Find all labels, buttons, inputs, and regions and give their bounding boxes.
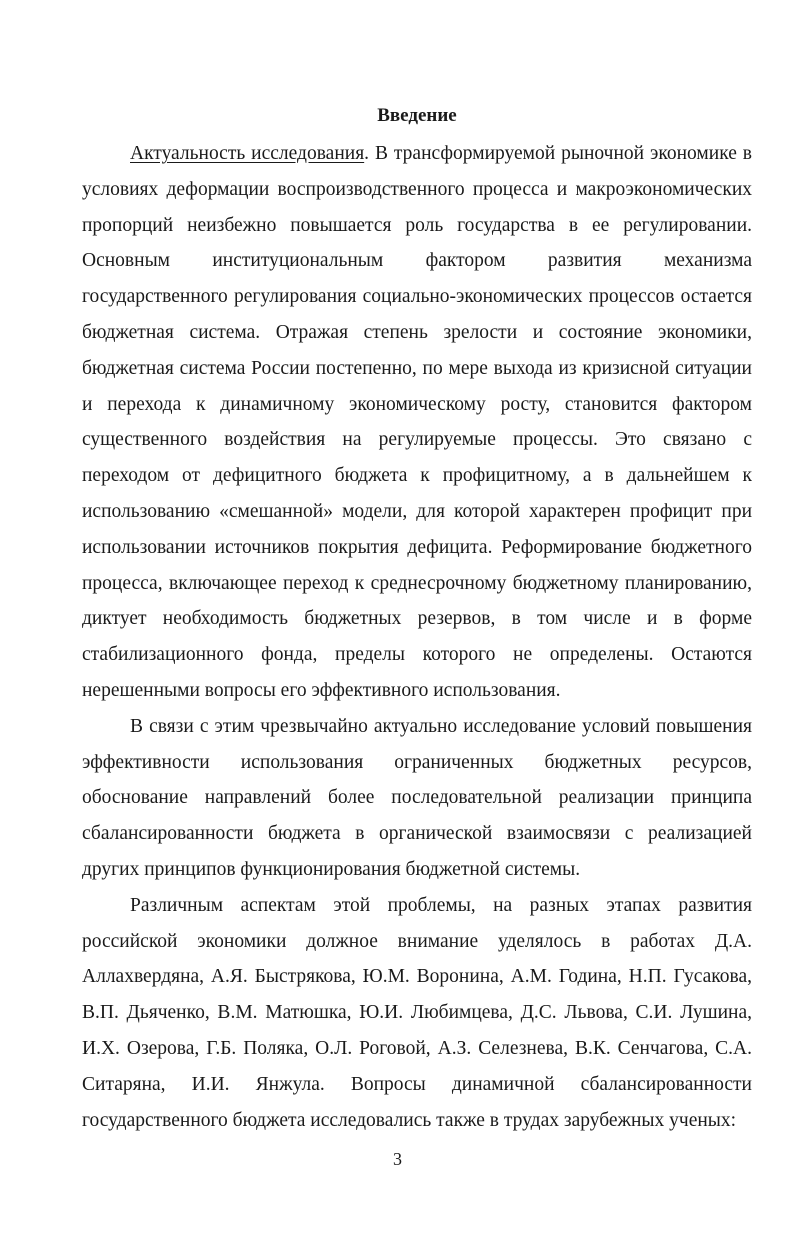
paragraph-literature: Различным аспектам этой проблемы, на разных этапах развития российской экономики должное внимание уделялось в работах Д.А. Аллахвердяна, А.Я. Быстрякова, Ю.М. Воронина, А.М. Година, Н.П. Гусакова, В.П. Дьяченко, В.М. Матюшка, Ю.И. Любимцева, Д.С. Львова, С.И. Лушина, И.Х. Озерова, Г.Б. Поляка, О.Л. Роговой, А.З. Селезнева, В.К. Сенчагова, С.А. Ситаряна, И.И. Янжула. Вопросы динамичной сбалансированности государственного бюджета исследовались также в трудах зарубежных ученых:	[82, 894, 752, 1131]
paragraph-importance: В связи с этим чрезвычайно актуально исследование условий повышения эффективности использования ограниченных бюджетных ресурсов, обоснование направлений более последовательной реализации принципа сбалансированности бюджета в органической взаимосвязи с реализацией других принципов функционирования бюджетной системы.	[82, 715, 752, 880]
section-heading: Введение	[377, 105, 457, 126]
page-number: 3	[393, 1149, 402, 1169]
relevance-lead: Актуальность исследования	[130, 143, 365, 164]
relevance-lead-punct: .	[364, 143, 370, 164]
document-page	[82, 96, 752, 1138]
relevance-text: В трансформируемой рыночной экономике в условиях деформации воспроизводственного процесса и макроэкономических пропорций неизбежно повышается роль государства в ее регулировании. Основным институциональным фактором развития механизма государственного регулирования социально-экономических процессов остается бюджетная система. Отражая степень зрелости и состояние экономики, бюджетная система России постепенно, по мере выхода из кризисной ситуации и перехода к динамичному экономическому росту, становится фактором существенного воздействия на регулируемые процессы. Это связано с переходом от дефицитного бюджета к профицитному, а в дальнейшем к использованию «смешанной» модели, для которой характерен профицит при использовании источников покрытия дефицита. Реформирование бюджетного процесса, включающее переход к среднесрочному бюджетному планированию, диктует необходимость бюджетных резервов, в том числе и в форме стабилизационного фонда, пределы которого не определены. Остаются нерешенными вопросы его эффективного использования.	[82, 143, 752, 701]
paragraph-relevance	[82, 136, 752, 709]
